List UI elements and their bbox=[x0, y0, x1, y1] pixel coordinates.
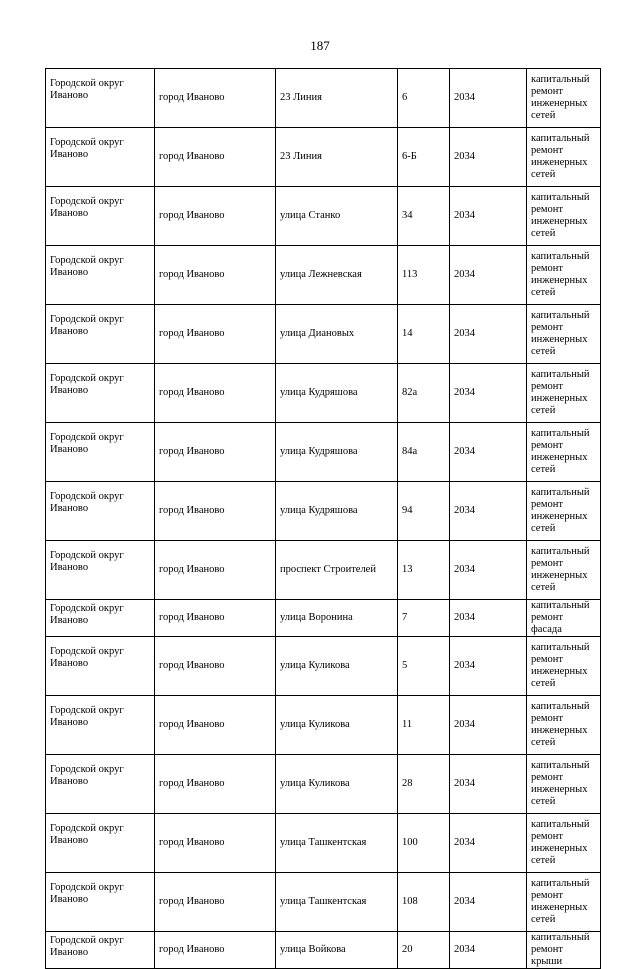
house-cell: 11 bbox=[398, 696, 450, 755]
street-cell: улица Ташкентская bbox=[276, 873, 398, 932]
street-cell: 23 Линия bbox=[276, 128, 398, 187]
house-cell: 84а bbox=[398, 423, 450, 482]
street-cell: улица Ташкентская bbox=[276, 814, 398, 873]
municipality-cell: Городской округ Иваново bbox=[46, 932, 155, 969]
city-cell: город Иваново bbox=[155, 600, 276, 637]
street-cell: улица Воронина bbox=[276, 600, 398, 637]
city-cell: город Иваново bbox=[155, 696, 276, 755]
municipality-cell: Городской округ Иваново bbox=[46, 755, 155, 814]
work-type-cell: капитальный ремонт инженерных сетей bbox=[527, 873, 601, 932]
house-cell: 94 bbox=[398, 482, 450, 541]
year-cell: 2034 bbox=[450, 637, 527, 696]
year-cell: 2034 bbox=[450, 932, 527, 969]
table-row bbox=[46, 305, 601, 364]
work-type-cell: капитальный ремонт инженерных сетей bbox=[527, 246, 601, 305]
municipality-cell: Городской округ Иваново bbox=[46, 305, 155, 364]
table-row bbox=[46, 187, 601, 246]
house-cell: 6 bbox=[398, 69, 450, 128]
year-cell: 2034 bbox=[450, 305, 527, 364]
street-cell: улица Диановых bbox=[276, 305, 398, 364]
year-cell: 2034 bbox=[450, 600, 527, 637]
work-type-cell: капитальный ремонт инженерных сетей bbox=[527, 423, 601, 482]
municipality-cell: Городской округ Иваново bbox=[46, 600, 155, 637]
year-cell: 2034 bbox=[450, 128, 527, 187]
table-row bbox=[46, 696, 601, 755]
municipality-cell: Городской округ Иваново bbox=[46, 482, 155, 541]
municipality-cell: Городской округ Иваново bbox=[46, 541, 155, 600]
house-cell: 100 bbox=[398, 814, 450, 873]
year-cell: 2034 bbox=[450, 187, 527, 246]
city-cell: город Иваново bbox=[155, 305, 276, 364]
table-row bbox=[46, 482, 601, 541]
work-type-cell: капитальный ремонт инженерных сетей bbox=[527, 755, 601, 814]
city-cell: город Иваново bbox=[155, 187, 276, 246]
work-type-cell: капитальный ремонт фасада bbox=[527, 600, 601, 637]
work-type-cell: капитальный ремонт инженерных сетей bbox=[527, 364, 601, 423]
city-cell: город Иваново bbox=[155, 932, 276, 969]
street-cell: улица Кудряшова bbox=[276, 482, 398, 541]
table-row bbox=[46, 541, 601, 600]
work-type-cell: капитальный ремонт инженерных сетей bbox=[527, 69, 601, 128]
year-cell: 2034 bbox=[450, 814, 527, 873]
work-type-cell: капитальный ремонт инженерных сетей bbox=[527, 814, 601, 873]
house-cell: 28 bbox=[398, 755, 450, 814]
city-cell: город Иваново bbox=[155, 541, 276, 600]
street-cell: улица Станко bbox=[276, 187, 398, 246]
municipality-cell: Городской округ Иваново bbox=[46, 423, 155, 482]
house-cell: 20 bbox=[398, 932, 450, 969]
house-cell: 14 bbox=[398, 305, 450, 364]
street-cell: улица Кудряшова bbox=[276, 423, 398, 482]
city-cell: город Иваново bbox=[155, 873, 276, 932]
year-cell: 2034 bbox=[450, 755, 527, 814]
house-cell: 82а bbox=[398, 364, 450, 423]
table-row bbox=[46, 423, 601, 482]
table-row bbox=[46, 814, 601, 873]
street-cell: 23 Линия bbox=[276, 69, 398, 128]
table-row bbox=[46, 69, 601, 128]
municipality-cell: Городской округ Иваново bbox=[46, 364, 155, 423]
house-cell: 6-Б bbox=[398, 128, 450, 187]
city-cell: город Иваново bbox=[155, 128, 276, 187]
city-cell: город Иваново bbox=[155, 364, 276, 423]
year-cell: 2034 bbox=[450, 364, 527, 423]
municipality-cell: Городской округ Иваново bbox=[46, 246, 155, 305]
work-type-cell: капитальный ремонт крыши bbox=[527, 932, 601, 969]
table-row bbox=[46, 600, 601, 637]
city-cell: город Иваново bbox=[155, 246, 276, 305]
municipality-cell: Городской округ Иваново bbox=[46, 69, 155, 128]
table-row bbox=[46, 246, 601, 305]
house-cell: 108 bbox=[398, 873, 450, 932]
house-cell: 5 bbox=[398, 637, 450, 696]
work-type-cell: капитальный ремонт инженерных сетей bbox=[527, 482, 601, 541]
work-type-cell: капитальный ремонт инженерных сетей bbox=[527, 637, 601, 696]
work-type-cell: капитальный ремонт инженерных сетей bbox=[527, 187, 601, 246]
table-row bbox=[46, 128, 601, 187]
work-type-cell: капитальный ремонт инженерных сетей bbox=[527, 128, 601, 187]
table-row bbox=[46, 932, 601, 969]
city-cell: город Иваново bbox=[155, 755, 276, 814]
city-cell: город Иваново bbox=[155, 637, 276, 696]
year-cell: 2034 bbox=[450, 423, 527, 482]
municipality-cell: Городской округ Иваново bbox=[46, 814, 155, 873]
municipality-cell: Городской округ Иваново bbox=[46, 637, 155, 696]
table-row bbox=[46, 873, 601, 932]
year-cell: 2034 bbox=[450, 246, 527, 305]
house-cell: 7 bbox=[398, 600, 450, 637]
page-number: 187 bbox=[310, 38, 330, 53]
house-cell: 113 bbox=[398, 246, 450, 305]
work-type-cell: капитальный ремонт инженерных сетей bbox=[527, 305, 601, 364]
city-cell: город Иваново bbox=[155, 482, 276, 541]
year-cell: 2034 bbox=[450, 873, 527, 932]
street-cell: улица Войкова bbox=[276, 932, 398, 969]
street-cell: улица Куликова bbox=[276, 696, 398, 755]
year-cell: 2034 bbox=[450, 482, 527, 541]
city-cell: город Иваново bbox=[155, 814, 276, 873]
year-cell: 2034 bbox=[450, 69, 527, 128]
repair-schedule-table bbox=[45, 68, 601, 969]
municipality-cell: Городской округ Иваново bbox=[46, 696, 155, 755]
street-cell: улица Кудряшова bbox=[276, 364, 398, 423]
street-cell: улица Лежневская bbox=[276, 246, 398, 305]
street-cell: улица Куликова bbox=[276, 755, 398, 814]
city-cell: город Иваново bbox=[155, 69, 276, 128]
municipality-cell: Городской округ Иваново bbox=[46, 128, 155, 187]
table-row bbox=[46, 755, 601, 814]
table-row bbox=[46, 637, 601, 696]
year-cell: 2034 bbox=[450, 696, 527, 755]
table-row bbox=[46, 364, 601, 423]
municipality-cell: Городской округ Иваново bbox=[46, 187, 155, 246]
street-cell: улица Куликова bbox=[276, 637, 398, 696]
work-type-cell: капитальный ремонт инженерных сетей bbox=[527, 541, 601, 600]
street-cell: проспект Строителей bbox=[276, 541, 398, 600]
work-type-cell: капитальный ремонт инженерных сетей bbox=[527, 696, 601, 755]
municipality-cell: Городской округ Иваново bbox=[46, 873, 155, 932]
house-cell: 34 bbox=[398, 187, 450, 246]
house-cell: 13 bbox=[398, 541, 450, 600]
city-cell: город Иваново bbox=[155, 423, 276, 482]
year-cell: 2034 bbox=[450, 541, 527, 600]
